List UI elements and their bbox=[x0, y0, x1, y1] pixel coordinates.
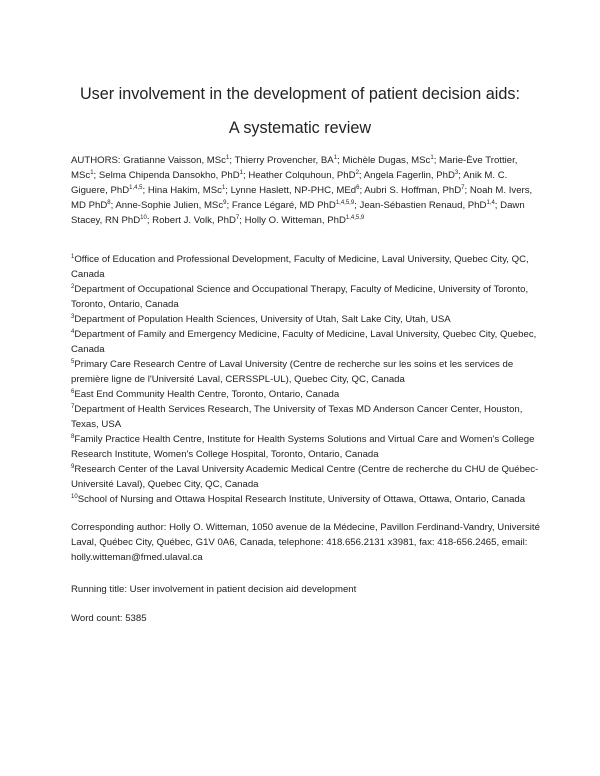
author-affiliation-marker: 1,4,5 bbox=[129, 185, 143, 191]
author-name: Robert J. Volk, PhD bbox=[152, 215, 236, 226]
affiliation-text: Department of Family and Emergency Medicine, Faculty of Medicine, Laval University, Quebec City, Quebec, Canada bbox=[71, 329, 537, 355]
author-entry: Heather Colquhoun, PhD$^2$; bbox=[248, 170, 364, 181]
author-affiliation-marker: 2 bbox=[355, 170, 359, 176]
author-name: Heather Colquhoun, PhD bbox=[248, 170, 356, 181]
affiliation-text: Family Practice Health Centre, Institute for Health Systems Solutions and Virtual Care and Women's College Research Institute, Women's College Hospital, Toronto, Ontario, Canada bbox=[71, 434, 535, 460]
author-entry: Anne-Sophie Julien, MSc$^9$; bbox=[115, 200, 232, 211]
affiliation-number: 2 bbox=[71, 284, 75, 290]
author-name: Michèle Dugas, MSc bbox=[342, 155, 431, 166]
author-affiliation-marker: 1,4,5,9 bbox=[345, 215, 365, 221]
author-entry: Jean-Sébastien Renaud, PhD$^{1,4}$; bbox=[359, 200, 501, 211]
affiliation-text: Office of Education and Professional Development, Faculty of Medicine, Laval University, Quebec City, QC, Canada bbox=[71, 254, 529, 280]
affiliation-number: 9 bbox=[71, 464, 75, 470]
author-list bbox=[71, 153, 541, 228]
author-name: Jean-Sébastien Renaud, PhD bbox=[359, 200, 487, 211]
author-affiliation-marker: 7 bbox=[235, 215, 240, 221]
author-entry: Angela Fagerlin, PhD$^3$; bbox=[363, 170, 464, 181]
author-affiliation-marker: 1 bbox=[90, 170, 94, 176]
author-name: Marie-Ève Trottier, MSc bbox=[71, 155, 518, 181]
corresponding-author: Corresponding author: Holly O. Witteman, 1050 avenue de la Médecine, Pavillon Ferdinand-Vandry, Université Laval, Québec City, Québec, G1V 0A6, Canada, telephone: 418.656.2131 x3981, fax: 418-656.2465, email: holly.witteman@fmed.ulaval.ca bbox=[71, 522, 540, 563]
author-name: Holly O. Witteman, PhD bbox=[244, 215, 346, 226]
paper-title-line-1: User involvement in the development of patient decision aids: bbox=[79, 85, 520, 103]
affiliation-number: 7 bbox=[71, 404, 75, 410]
affiliation-number: 6 bbox=[71, 389, 75, 395]
author-entry: France Légaré, MD PhD$^{1,4,5,9}$; bbox=[231, 200, 360, 211]
affiliation-text: Department of Population Health Sciences, University of Utah, Salt Lake City, Utah, USA bbox=[74, 314, 451, 325]
running-title: Running title: User involvement in patient decision aid development bbox=[71, 584, 357, 595]
author-name: Angela Fagerlin, PhD bbox=[363, 170, 455, 181]
affiliation-item bbox=[71, 387, 541, 402]
affiliation-text: Research Center of the Laval University Academic Medical Centre (Centre de recherche du CHU de Québec-Université Laval), Quebec City, QC, Canada bbox=[71, 464, 539, 490]
author-affiliation-marker: 8 bbox=[107, 200, 111, 206]
affiliation-text: Primary Care Research Centre of Laval University (Centre de recherche sur les soins et les services de première ligne de l'Université Laval, CERSSPL-UL), Quebec City, QC, Canada bbox=[71, 359, 514, 385]
author-affiliation-marker: 9 bbox=[223, 200, 227, 206]
author-affiliation-marker: 1,4 bbox=[486, 200, 495, 206]
author-affiliation-marker: 3 bbox=[454, 170, 459, 176]
affiliation-item bbox=[71, 282, 541, 312]
author-affiliation-marker: 7 bbox=[461, 185, 465, 191]
author-name: Selma Chipenda Dansokho, PhD bbox=[98, 170, 240, 181]
author-entry: Thierry Provencher, $BA^1$; bbox=[234, 155, 343, 166]
author-name: Dawn Stacey, RN PhD bbox=[71, 200, 525, 226]
author-entry: Lynne Haslett, NP-PHC, MEd$^6$; bbox=[230, 185, 365, 196]
author-affiliation-marker: 1 bbox=[239, 170, 244, 176]
affiliation-text: Department of Health Services Research, The University of Texas MD Anderson Cancer Center, Houston, Texas, USA bbox=[71, 404, 523, 430]
author-entry: Aubri S. Hoffman, PhD$^7$; bbox=[364, 185, 470, 196]
author-name: Thierry Provencher, BA bbox=[234, 155, 334, 166]
affiliation-number: 8 bbox=[71, 434, 75, 440]
author-affiliation-marker: 1 bbox=[333, 155, 338, 161]
author-entry: AUTHORS: Gratianne Vaisson, MSc$^1$; bbox=[71, 155, 235, 166]
author-affiliation-marker: 1 bbox=[225, 155, 230, 161]
author-entry bbox=[245, 215, 365, 226]
affiliation-item bbox=[71, 492, 541, 507]
author-name: Noah M. Ivers, MD PhD bbox=[71, 185, 533, 211]
author-affiliation-marker: 6 bbox=[356, 185, 360, 191]
affiliation-list bbox=[71, 252, 541, 507]
affiliation-number: 4 bbox=[71, 329, 75, 335]
author-name: Anik M. C. Giguere, PhD bbox=[71, 170, 508, 196]
paper-title-line-2: A systematic review bbox=[228, 119, 372, 137]
affiliation-number: 10 bbox=[71, 494, 78, 500]
affiliation-number: 5 bbox=[71, 359, 75, 365]
affiliation-number: 3 bbox=[71, 314, 75, 320]
author-entry: Anik M. C. Giguere, PhD$^{1,4,5}$; bbox=[71, 170, 508, 196]
author-name: Hina Hakim, MSc bbox=[147, 185, 222, 196]
affiliation-number: 1 bbox=[71, 254, 75, 260]
affiliation-item bbox=[71, 402, 541, 432]
author-affiliation-marker: 1 bbox=[430, 155, 434, 161]
affiliation-item bbox=[71, 462, 541, 492]
affiliation-item bbox=[71, 252, 541, 282]
author-name: Aubri S. Hoffman, PhD bbox=[364, 185, 462, 196]
author-name: Anne-Sophie Julien, MSc bbox=[115, 200, 224, 211]
author-name: Lynne Haslett, NP-PHC, MEd bbox=[230, 185, 357, 196]
author-affiliation-marker: 1,4,5,9 bbox=[335, 200, 355, 206]
affiliation-text: East End Community Health Centre, Toronto, Ontario, Canada bbox=[74, 389, 340, 400]
author-entry: Hina Hakim, MSc$^1$; bbox=[147, 185, 231, 196]
author-entry: Marie-Ève Trottier, MSc$^1$; bbox=[71, 155, 518, 181]
author-entry: Michèle Dugas, MSc$^1$; bbox=[342, 155, 440, 166]
author-entry: Dawn Stacey, RN PhD$^{10}$; bbox=[71, 200, 525, 226]
affiliation-item bbox=[71, 357, 541, 387]
author-name: France Légaré, MD PhD bbox=[231, 200, 336, 211]
affiliation-text: School of Nursing and Ottawa Hospital Research Institute, University of Ottawa, Ottawa, Ontario, Canada bbox=[77, 494, 526, 505]
author-affiliation-marker: 10 bbox=[140, 215, 147, 221]
author-name: AUTHORS: Gratianne Vaisson, MSc bbox=[71, 155, 226, 166]
word-count: Word count: 5385 bbox=[71, 613, 147, 624]
author-affiliation-marker: 1 bbox=[221, 185, 226, 191]
author-entry: Robert J. Volk, PhD$^7$; bbox=[152, 215, 245, 226]
author-entry: Noah M. Ivers, MD PhD$^8$; bbox=[71, 185, 533, 211]
affiliation-item bbox=[71, 432, 541, 462]
author-entry: Selma Chipenda Dansokho, PhD$^1$; bbox=[98, 170, 249, 181]
affiliation-item bbox=[71, 312, 541, 327]
affiliation-item bbox=[71, 327, 541, 357]
affiliation-text: Department of Occupational Science and Occupational Therapy, Faculty of Medicine, University of Toronto, Toronto, Ontario, Canada bbox=[71, 284, 529, 310]
